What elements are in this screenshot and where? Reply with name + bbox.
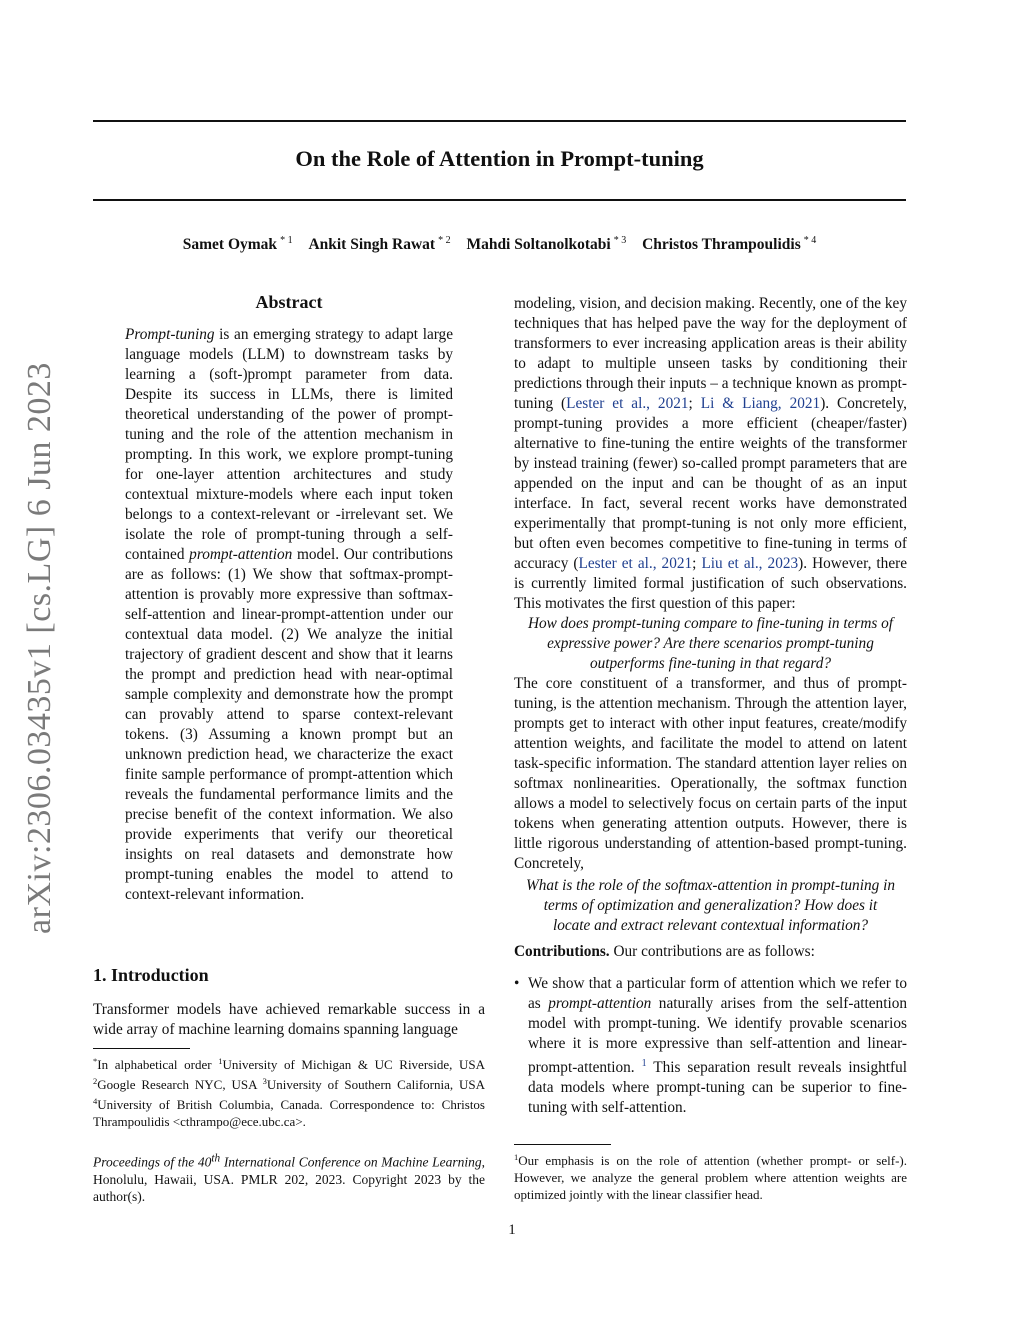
footnote-rule — [93, 1048, 190, 1049]
author: Ankit Singh Rawat $^{* 2}$ — [308, 235, 451, 253]
page-number: 1 — [508, 1222, 516, 1238]
research-question: How does prompt-tuning compare to fine-tuning in terms of expressive power? Are there scenarios prompt-tuning outperforms fine-tuning in that regard? — [527, 615, 894, 672]
abstract-body: Prompt-tuning is an emerging strategy to adapt large language models (LLM) to downstream tasks by learning a (soft-)prompt parameter from data. Despite its success in LLMs, there is limited theoretical understanding of the power of prompt-tuning and the role of the attention mechanism in prompting. In this work, we explore prompt-tuning for one-layer attention architectures and study contextual mixture-models where each input token belongs to a context-relevant or -irrelevant set. We isolate the role of prompt-tuning through a self-contained prompt-attention model. Our contributions are as follows: (1) We show that softmax-prompt-attention is provably more expressive than softmax-self-attention and linear-prompt-attention under our contextual data model. (2) We analyze the initial trajectory of gradient descent and show that it learns the prompt and prediction head with near-optimal sample complexity and demonstrate how the prompt can provably attend to sparse context-relevant tokens. (3) Assuming a known prompt but an unknown prediction head, we characterize the exact finite sample performance of prompt-attention which reveals the fundamental performance limits and the precise benefit of the context information. We also provide experiments that verify our theoretical insights on real datasets and demonstrate how prompt-tuning enables the model to attend to context-relevant information. — [125, 326, 453, 903]
research-question: What is the role of the softmax-attention in prompt-tuning in terms of optimization and generalization? How does it locate and extract relevant contextual information? — [526, 877, 895, 934]
author-list — [93, 235, 906, 254]
citation-link[interactable]: Li & Liang, 2021 — [700, 395, 821, 412]
contributions-intro: Contributions. Our contributions are as follows: — [514, 943, 815, 960]
list-item: • We show that a particular form of attention which we refer to as prompt-attention naturally arises from the self-attention model with prompt-tuning. We identify provable scenarios where it is more expressive than self-attention and linear-prompt-attention. $^1$ This separation result reveals insightful data models where prompt-tuning can be superior to fine-tuning with self-attention. — [514, 974, 907, 1118]
citation-link[interactable]: Lester et al., 2021 — [566, 395, 689, 412]
abstract-heading: Abstract — [255, 292, 323, 312]
author: Samet Oymak $^{* 1}$ — [182, 235, 293, 253]
abstract-lead-term: Prompt-tuning — [125, 326, 215, 343]
proceedings-notice: Proceedings of the 40th International Conference on Machine Learning, Honolulu, Hawaii, USA. PMLR 202, 2023. Copyright 2023 by the author(s). — [93, 1152, 485, 1204]
footnote-rule — [514, 1144, 611, 1145]
contributions-list — [514, 974, 907, 1118]
paper-title: On the Role of Attention in Prompt-tuning — [295, 146, 704, 171]
paragraph: modeling, vision, and decision making. Recently, one of the key techniques that has helped pave the way for the deployment of transformers to ever increasing application areas is their ability to adapt to multiple unseen tasks by conditioning their predictions through their inputs – a technique known as prompt-tuning (Lester et al., 2021; Li & Liang, 2021). Concretely, prompt-tuning provides a more efficient (cheaper/faster) alternative to fine-tuning the entire weights of the transformer by instead training (fewer) so-called prompt parameters that are appended on the input and can be thought of as an input interface. In fact, several recent works have demonstrated experimentally that prompt-tuning is not only more efficient, but often even becomes competitive to fine-tuning in terms of accuracy (Lester et al., 2021; Liu et al., 2023). However, there is currently limited formal justification of such observations. This motivates the first question of this paper: — [514, 295, 908, 612]
introduction-heading: 1. Introduction — [93, 965, 209, 985]
paragraph: The core constituent of a transformer, and thus of prompt-tuning, is the attention mechanism. Through the attention layer, prompts get to interact with other input features, create/modify attention weights, and facilitate the model to attend on latent task-specific information. The standard attention layer relies on softmax nonlinearities. Operationally, the softmax function allows a model to selectively focus on certain parts of the input tokens when generating attention outputs. However, there is little rigorous understanding of attention-based prompt-tuning. Concretely, — [514, 675, 907, 872]
author: Christos Thrampoulidis $^{* 4}$ — [642, 235, 817, 253]
introduction-paragraph: Transformer models have achieved remarkable success in a wide array of machine learning domains spanning language — [93, 1001, 485, 1038]
right-column — [514, 294, 907, 1118]
attention-footnote: $^1$Our emphasis is on the role of attention (whether prompt- or self-). However, we analyze the general problem where attention weights are optimized jointly with the linear classifier head. — [514, 1152, 907, 1202]
affiliations-footnote: *In alphabetical order $^1$University of Michigan & UC Riverside, USA $^2$Google Research NYC, USA $^3$University of Southern California, USA $^4$University of British Columbia, Canada. Correspondence to: Christos Thrampoulidis <cthrampo@ece.ubc.ca>. — [93, 1056, 485, 1129]
author: Mahdi Soltanolkotabi $^{* 3}$ — [466, 235, 627, 253]
title-bottom-rule — [93, 199, 906, 201]
footnote-link[interactable]: 1 — [641, 1058, 647, 1069]
arxiv-identifier-stamp: arXiv:2306.03435v1 [cs.LG] 6 Jun 2023 — [21, 362, 58, 934]
citation-link[interactable]: Lester et al., 2021 — [578, 555, 693, 572]
title-top-rule — [93, 120, 906, 122]
citation-link[interactable]: Liu et al., 2023 — [701, 555, 799, 572]
